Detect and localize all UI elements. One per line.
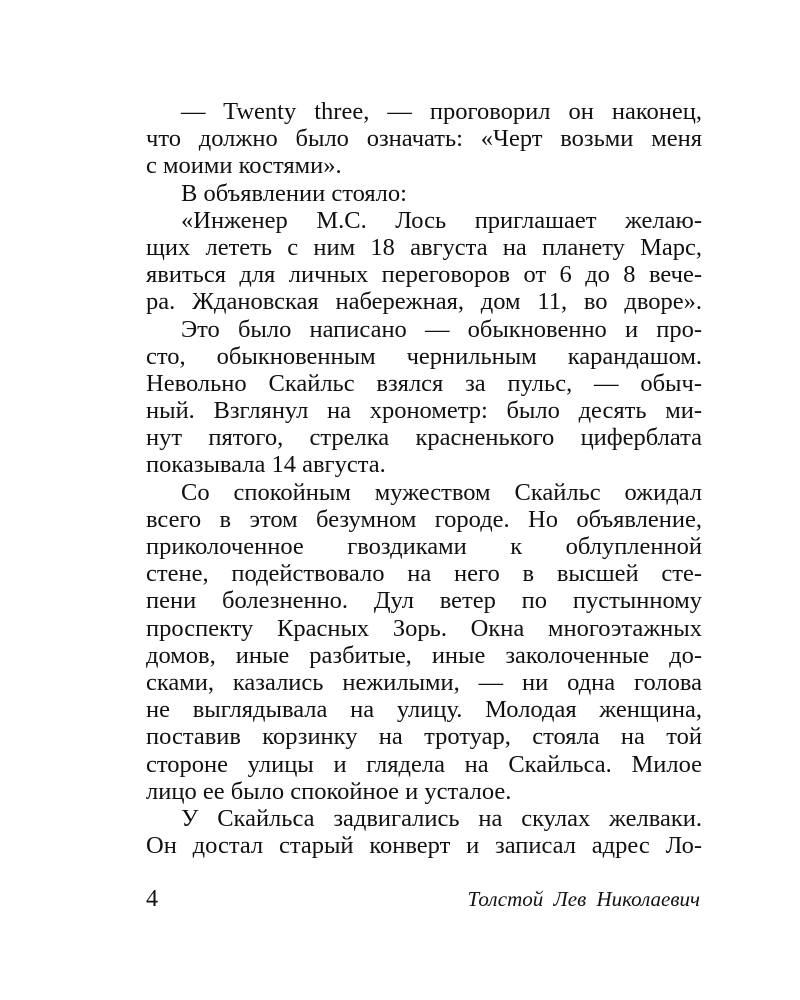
text-line: с моими костями». <box>146 152 342 180</box>
text-line: пени болезненно. Дул ветер по пустынному <box>146 587 702 615</box>
text-line: показывала 14 августа. <box>146 451 386 479</box>
text-line: ный. Взглянул на хронометр: было десять ми- <box>146 397 702 425</box>
text-line: Невольно Скайльс взялся за пульс, — обыч- <box>146 369 702 397</box>
text-line: сками, казались нежилыми, — ни одна голова <box>146 668 702 696</box>
text-line: Это было написано — обыкновенно и про- <box>181 315 702 343</box>
text-line: стене, подействовало на него в высшей сте- <box>146 560 702 588</box>
text-line: что должно было означать: «Черт возьми меня <box>146 125 702 153</box>
text-line: явиться для личных переговоров от 6 до 8 вече- <box>146 261 702 289</box>
text-line: нут пятого, стрелка красненького циферблата <box>146 424 702 452</box>
page-number: 4 <box>146 886 158 912</box>
page-body <box>146 98 702 859</box>
text-line: лицо ее было спокойное и усталое. <box>146 777 512 805</box>
running-footer-author: Толстой Лев Николаевич <box>467 887 700 911</box>
text-line: У Скайльса задвигались на скулах желваки. <box>181 804 702 832</box>
text-line: Он достал старый конверт и записал адрес Ло- <box>146 832 702 860</box>
text-line: — Twenty three, — проговорил он наконец, <box>181 98 702 125</box>
text-line: проспекту Красных Зорь. Окна многоэтажных <box>146 614 702 642</box>
text-line: стороне улицы и глядела на Скайльса. Милое <box>146 750 702 778</box>
text-line: всего в этом безумном городе. Но объявление, <box>146 505 702 533</box>
text-line: сто, обыкновенным чернильным карандашом. <box>146 342 702 370</box>
text-line: В объявлении стояло: <box>181 179 407 207</box>
text-line: поставив корзинку на тротуар, стояла на той <box>146 723 702 751</box>
text-line: щих лететь с ним 18 августа на планету Марс, <box>146 233 702 261</box>
text-line: «Инженер М.С. Лось приглашает желаю- <box>181 206 702 234</box>
page-footer <box>146 884 702 914</box>
text-line: ра. Ждановская набережная, дом 11, во дворе». <box>146 288 702 316</box>
text-line: не выглядывала на улицу. Молодая женщина, <box>146 696 702 724</box>
text-line: приколоченное гвоздиками к облупленной <box>146 533 702 560</box>
text-line: домов, иные разбитые, иные заколоченные до- <box>146 641 702 669</box>
text-line: Со спокойным мужеством Скайльс ожидал <box>181 478 702 506</box>
